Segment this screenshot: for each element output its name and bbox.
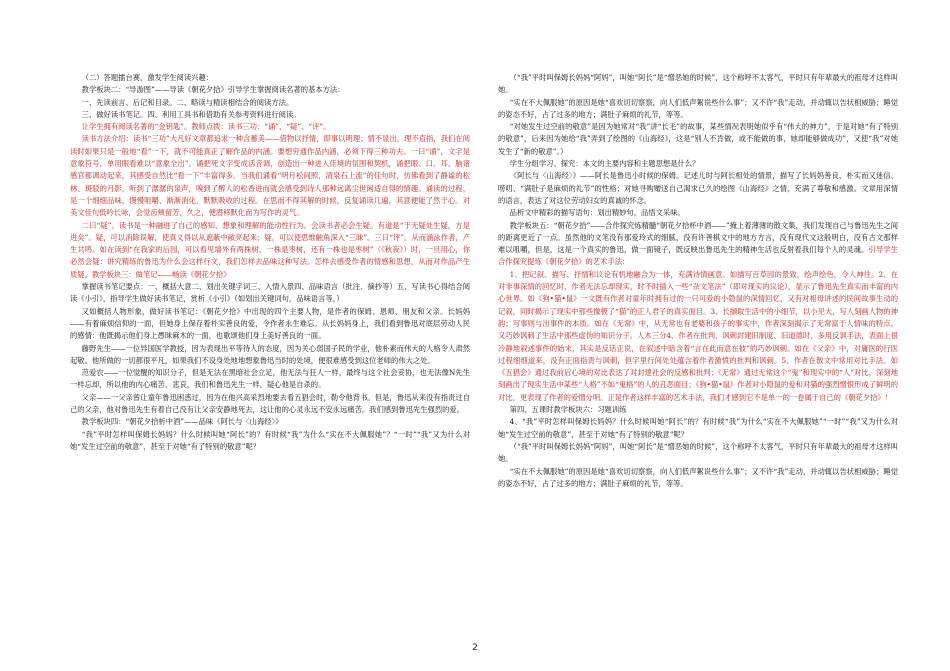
right-paragraph: “对她发生过空前的敬意”是因为她常对“我”讲“长毛”的故事，某些情况表明她似乎有“伟大的神力”，于是对她“有了特别的敬意”，后来因为她给“我”弄到了绘图的《山海经》，这是“别人不肯做，或不能做的事，她却能够做成功”，又使“我”对她发生了“新的敬意”。） xyxy=(498,122,898,156)
left-paragraph: 三、做好读书笔记。四、利用工具书和借助有关参考资料进行阅读。 xyxy=(81,109,301,119)
left-paragraph: “我”平时怎样叫保姆长妈妈？什么时候叫她“阿长”的？有时候“我”为什么“实在不大佩服她”？“一时”“我”又为什么对她“发生过空前的敬意”，甚至于对她“有了特别的敬意”呢？ xyxy=(70,429,470,451)
left-paragraph: 又如概括人物形象，做好读书笔记：《朝花夕拾》中出现的四个主要人物，是作者的保姆、恩师、朋友和父亲。长妈妈——有着麻烦信仰的一面，但她身上保存着朴实善良的爱，令作者永生难忘。从长妈妈身上，我们看到鲁迅对底层劳动人民的感情：他既揭示他们身上愚昧麻木的一面，也歌颂他们身上美好善良的一面。 xyxy=(70,306,470,341)
left-paragraph: （二）答题擂台赛，激发学生阅读兴趣： xyxy=(81,73,214,82)
right-paragraph: 4、“我”平时怎样叫保姆长妈妈？什么时候叫她“阿长”的？有时候“我”为什么“实在不大佩服她”“一时”“我”又为什么对她“发生过空前的敬意”，甚至于对她“有了特别的敬意”呢？ xyxy=(498,417,898,439)
right-paragraph: “实在不大佩服她”的原因是她“喜欢切切察察，向人们低声絮说些什么事”；又不许“我”走动，并动辄以告状相威胁；睡觉的姿态不好，占了过多的地方；满肚子麻烦的礼节，等等。 xyxy=(498,466,898,488)
right-paragraph: “实在不大佩服她”的原因是她“喜欢切切察察，向人们低声絮说些什么事”；又不许“我”走动，并动辄以告状相威胁；睡觉的姿态不好，占了过多的地方；满肚子麻烦的礼节，等等。 xyxy=(498,97,898,119)
right-paragraph xyxy=(498,220,898,269)
left-paragraph: 让学生拥有阅读名著的“金钥匙”。教师点拨：读书三功：“诵”、“疑”、“评”。 xyxy=(81,122,331,132)
right-paragraph: （“我”平时叫保姆长妈妈“阿妈”，叫她“阿长”是“憎恶她的时候”，这个称呼不太客气，平时只有年辈最大的祖母才这样叫她。 xyxy=(498,441,898,464)
right-paragraph: 第四、五课时教学板块六：习题训练 xyxy=(509,405,627,415)
right-paragraph-text: 教学板块五：“朝花夕拾”——合作探究炼精髓“朝花夕拾杯中酒——”掩上着薄薄的散文集，我们发现自己与鲁迅先生之间的距离更近了一点。虽然他的文笔没有那爱玲式的细腻，没有许善棋文中的地方方言，没有现代文这般明白，没有古文那样难以咀嚼，但是，这是一个真实的鲁迅，做一面镜子，既反映出鲁迅先生的精神生活也反射着我们每个人的灵魂。 xyxy=(498,220,898,255)
left-paragraph: 一、先读前言、后记和目录。二、略读与精读相结合的阅读方法。 xyxy=(81,97,294,107)
right-paragraph-highlight: 引导学生合作探究提炼《朝花夕拾》的艺术手法： xyxy=(498,245,898,267)
page-number: 2 xyxy=(472,643,478,653)
left-paragraph: 读书方法介绍：读书“三功”大凡好文章都追求一种含蓄美——借物以抒情，即事以明理；情不显出，理不直指，我们在阅读时如果只是一般地“看”一下，就不可能真正了解作品的内涵。要想穷通作品内涵，必须下得三种功夫。一曰“诵”，文字是意象符号，单用眼看难以“意象全出”。诵把死文字变成活音调，创造出一种进入佳境的氛围和契机，诵把眼、口、耳、脑诸感官都调动起来，其感受自然比“看一下”丰富得多。当我们诵看“明月松间照，清泉石上流”的佳句时，仿佛看到了静谧的松林、斑驳的月影，听到了潺潺的泉声，嗅到了醉人的松香进而就会感受到诗人那种远离尘世闲适自得的情趣。诵读的过程，是一个细细品味、慢慢咀嚼、渐渐消化、默默吸收的过程。在思而不得其解的时候，反复诵读几遍，其意便能了然于心。对美文佳句低吟长咏，会觉齿颊留芳，久之，便潜移默化而为写作的灵气。 xyxy=(70,134,470,218)
left-column xyxy=(70,72,470,632)
right-paragraph: 《阿长与〈山海经〉》——阿长是鲁迅小时候的保姆。记述儿时与阿长相处的情景，描写了长妈妈善良、朴实而又迷信、唠叨、“满肚子是麻烦的礼节”的性格；对她寻购赠送自己渴求已久的绘图《山海经》之情，充满了尊敬和感激。文章用深情的语言，表达了对这位劳动妇女的真诚的怀念。 xyxy=(498,171,898,205)
left-paragraph: 藤野先生——一位异国医学教授，因为表现出平等待人的态度，因为关心弱国子民的学业，他朴素而伟大的人格令人肃然起敬。他所做的一切都很平凡，如果我们不设身处地地想象鲁迅当时的处境，便很难感受到这位老师的伟大之处。 xyxy=(70,343,470,365)
left-paragraph: 二曰“疑”。读书是一种融进了自己的感知、想象和理解的能动性行为。会读书者必会生疑。有道是“于无疑处生疑，方是进矣”。疑，可以消除误解，使真义得以从遮蔽中敞亮起来；疑，可以使思维触角深入“三昧”。三曰“评”。从而涵泳作者，产生共鸣。如在读到“在我家的后园，可以看见墙外有两株树，一株是枣树，还有一株也是枣树”（《秋夜》）时，一旦用心，你必然会疑：讲究精练的鲁迅为什么会这样行文，我们怎样去品味这种写法。怎样去感受作者的情感和思想，从而对作品产生质疑。教学板块三：做笔记——畅读《朝花夕拾》 xyxy=(70,220,470,279)
right-paragraph: （“我”平时叫保姆长妈妈“阿妈”，叫她“阿长”是“憎恶她的时候”，这个称呼不太客气，平时只有年辈最大的祖母才这样叫她。 xyxy=(498,73,898,95)
right-paragraph: 品析文中精彩的描写语句：划出精妙句，品悟文采味。 xyxy=(509,208,685,218)
left-paragraph: 教学板块四：“朝花夕拾析中酒”——品味《阿长与〈山海经〉》 xyxy=(81,417,283,427)
right-paragraph: 1、把记叙、描写、抒情和议论有机地融合为一体，充满诗情画意。如描写百草园的景致，绘声绘色，令人神往。2、在对非事深情的回忆时，作者无法忘却现实，时不时插入一些“杂文笔法”（即对现实的议论），显示了鲁迅先生真实而丰富的内心世界。如《狗•猫•鼠》一文既有作者对童年时拥有过的一只可爱的小隐鼠的深情回忆，又有对相母讲述的民间故事生动的记叙，同时揭示了现实中那些像极了“猫”的正人君子的真实面目。3、长撷取生活中的小细节，以小见大，写人刻画人物的神韵；写事则与出事件的本质。如在《无常》中，从无常也有老婆和孩子的事实中，作者深刻揭示了无常富于人情味的特点，又巧妙讽刺了生活中那些虚伪的知识分子。人木三分4、作者在批判、讽刺封建旧制度、旧道德时，多用反讽手法，表面上很冷静地叙述事件的始末，其实是反话正说，在叙述中暗含着“言在此而意在彼”的巧妙讽刺。如在《父亲》中，对庸医的行医过程细细道来，没有正面指责与讽刺，但字里行间处处蕴含着作者激愤的批判和讽刺。5、作者在散文中常用对比手法。如《五猖会》通过我前后心境的对比表达了对封建社会的反感和批判；《无常》通过无常这个“鬼”和现实中的“人”对比，深刻地刻画出了现实生活中某些“人格”不如“鬼格”的人的丑恶面目；《狗•猫•鼠》作者对小隐鼠的爱和对猫的强烈憎恨形成了鲜明的对比，更表现了作者的爱憎分明。正是作者这样丰富的艺术手法，我们才感到它不是单一的一卷属于自己的《朝花夕拾》！ xyxy=(498,269,898,402)
right-column xyxy=(498,72,898,632)
left-paragraph: 掌握读书笔记要点：一、概括大意二、划出关键字词三、入情入景四、品味语言（批注、摘抄等）五、写读书心得结合阅读《小引》，指导学生做好读书笔记，赏析《小引》（如划出关键词句，品味语言等。） xyxy=(70,282,470,304)
right-paragraph: 学生分组学习、探究：本文的主要内容和主题思想是什么？ xyxy=(509,159,700,169)
left-paragraph: 教学板块二：“导游图”——导读《朝花夕拾》引导学生掌握阅读名著的基本方法： xyxy=(81,85,345,95)
left-paragraph: 父亲——一父亲曾让童年鲁迅困惑过，因为在他兴高采烈地要去看五猖会时，勒令他背书。但是，鲁迅从来没有指责过自己的父亲，他对鲁迅先生有着自己没有让父亲安静地死去，这让他的心灵永远不安永远痛苦。我们感到鲁迅先生强烈的爱。 xyxy=(70,392,470,415)
left-paragraph: 范爱农——一位觉醒的知识分子，但是无法在黑暗社会立足，他无法与狂人一样，最终与这个社会妥协，也无法像N先生一样忘却，所以他的内心痛苦、悲哀，我们和鲁迅先生一样，疑心他是自杀的。 xyxy=(70,368,470,390)
